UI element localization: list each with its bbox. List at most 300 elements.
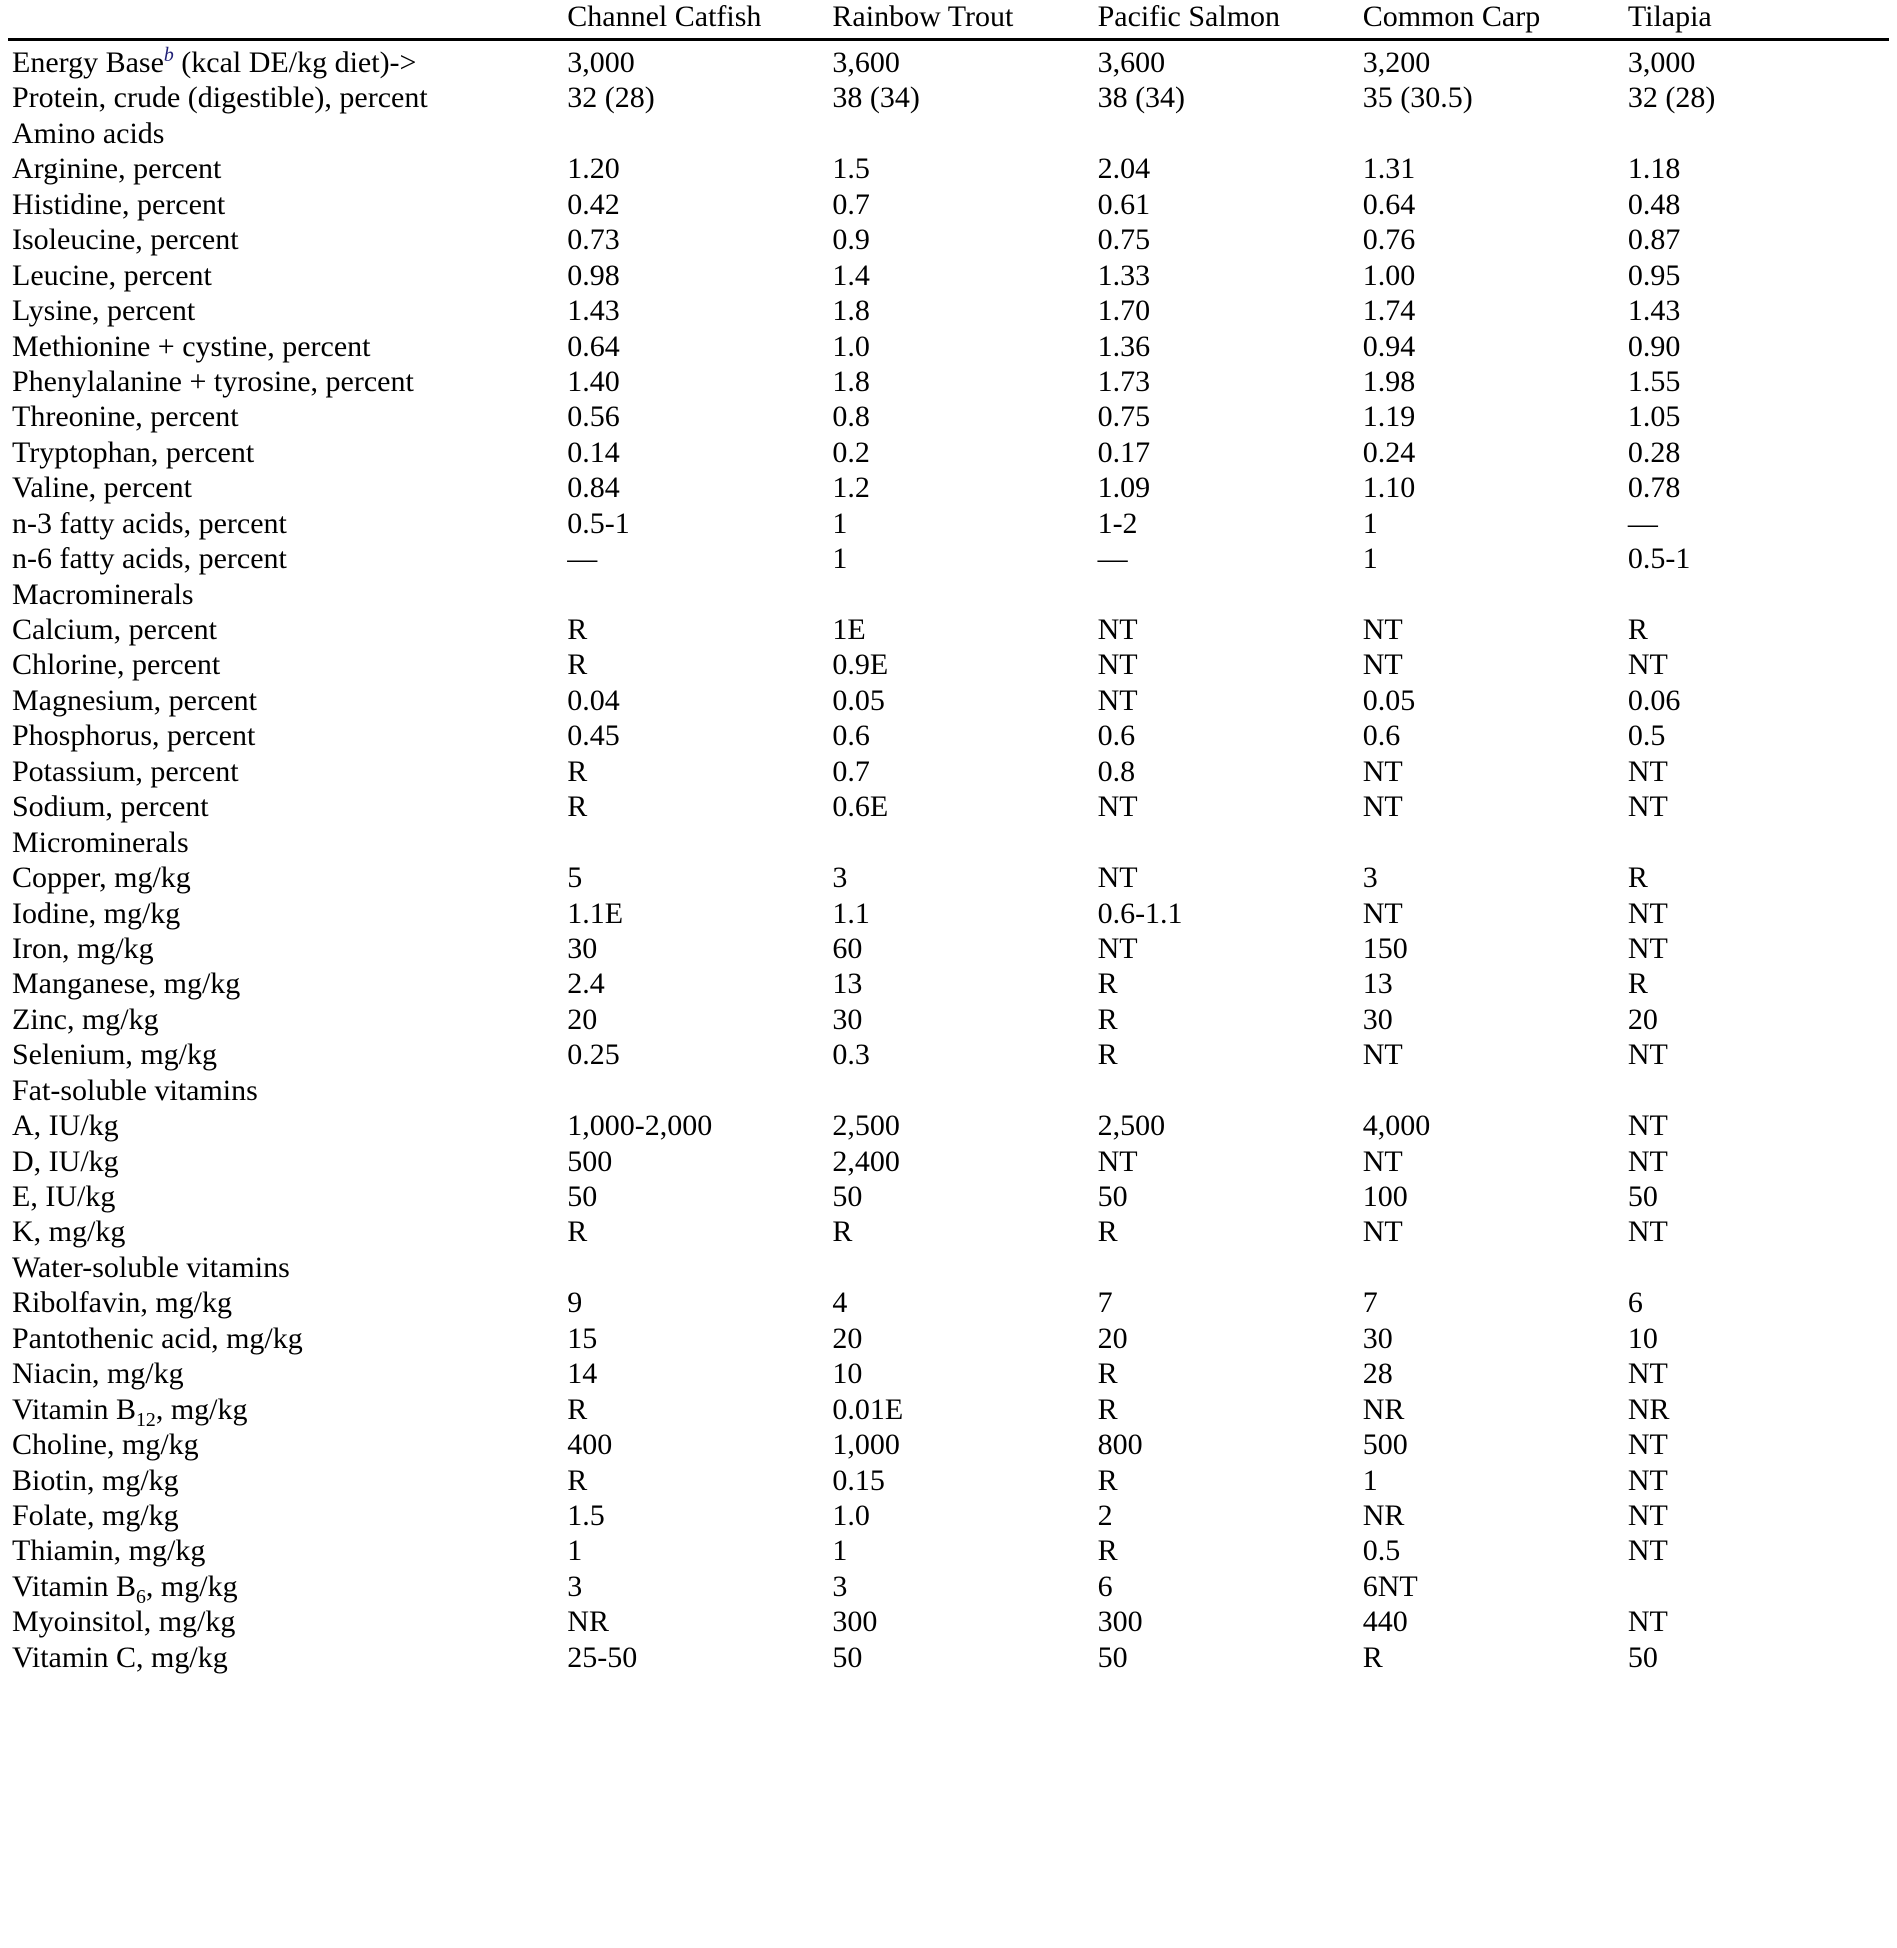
table-cell: 300 — [832, 1605, 878, 1639]
table-cell: 1.0 — [832, 1498, 870, 1532]
row-label-text: Isoleucine, percent — [12, 223, 239, 257]
row-label-text: Zinc, mg/kg — [12, 1002, 159, 1036]
table-cell: 0.3 — [832, 1038, 870, 1072]
table-cell: R — [1097, 1392, 1118, 1426]
row-label — [8, 399, 563, 434]
table-cell — [828, 1250, 1093, 1285]
row-label — [8, 1250, 563, 1285]
table-row — [8, 1108, 1889, 1143]
column-header-pacific-salmon: Pacific Salmon — [1097, 0, 1281, 33]
table-cell: 0.8 — [832, 400, 870, 434]
table-row — [8, 1144, 1889, 1179]
row-label — [8, 1037, 563, 1072]
table-cell: 400 — [567, 1428, 613, 1462]
row-label-text: Magnesium, percent — [12, 683, 257, 717]
subscript-text: 12 — [136, 1408, 156, 1431]
table-row — [8, 1321, 1889, 1356]
table-cell: 30 — [832, 1002, 863, 1036]
table-row — [8, 40, 1889, 81]
row-label — [8, 860, 563, 895]
footnote-marker: b — [163, 44, 174, 66]
table-cell: NT — [1627, 1357, 1668, 1391]
table-cell: 2.04 — [1097, 152, 1151, 186]
row-label — [8, 470, 563, 505]
table-cell — [828, 1073, 1093, 1108]
table-cell: 1.70 — [1097, 294, 1151, 328]
table-cell: 15 — [567, 1321, 598, 1355]
table-cell: 1 — [567, 1534, 583, 1568]
table-cell: R — [567, 790, 588, 824]
table-cell — [1359, 577, 1624, 612]
table-cell: 1.40 — [567, 364, 620, 398]
table-cell: NT — [1627, 648, 1668, 682]
row-label — [8, 1498, 563, 1533]
table-cell: 1.8 — [832, 364, 870, 398]
table-cell: 1.74 — [1362, 294, 1416, 328]
row-label — [8, 1144, 563, 1179]
table-cell: 1 — [832, 1534, 848, 1568]
table-row — [8, 931, 1889, 966]
row-label — [8, 1533, 563, 1568]
table-cell: 2,400 — [832, 1144, 900, 1178]
row-label-text: Selenium, mg/kg — [12, 1038, 217, 1072]
table-row — [8, 151, 1889, 186]
table-cell: 0.14 — [567, 435, 620, 469]
row-label — [8, 718, 563, 753]
row-label-text: Folate, mg/kg — [12, 1498, 179, 1532]
table-cell — [1359, 1073, 1624, 1108]
table-cell: NR — [1362, 1392, 1405, 1426]
table-cell: 500 — [1362, 1428, 1408, 1462]
table-cell — [1094, 1250, 1359, 1285]
table-row — [8, 1569, 1889, 1604]
table-cell: 1,000 — [832, 1428, 900, 1462]
table-cell — [563, 1073, 828, 1108]
table-row — [8, 860, 1889, 895]
row-label-text: E, IU/kg — [12, 1180, 116, 1213]
table-cell: 0.5-1 — [567, 506, 630, 540]
table-cell: 440 — [1362, 1605, 1408, 1639]
table-cell: 60 — [832, 931, 863, 965]
row-label — [8, 683, 563, 718]
row-label — [8, 1321, 563, 1356]
table-cell: 3,600 — [828, 40, 1093, 81]
row-label — [8, 116, 563, 151]
table-cell: 30 — [1362, 1321, 1393, 1355]
table-cell: 50 — [1627, 1180, 1658, 1213]
table-cell: 0.5-1 — [1627, 542, 1691, 576]
table-cell: NT — [1097, 1144, 1138, 1178]
table-cell: 20 — [567, 1002, 598, 1036]
table-row — [8, 1392, 1889, 1427]
table-cell: 0.05 — [1362, 683, 1416, 717]
table-row — [8, 718, 1889, 753]
table-cell: 0.9E — [832, 648, 889, 682]
table-cell — [1624, 825, 1889, 860]
table-cell: NT — [1627, 1144, 1668, 1178]
row-label — [8, 1285, 563, 1320]
row-label-text: n-3 fatty acids, percent — [12, 506, 287, 540]
table-cell: 0.98 — [567, 258, 620, 292]
table-row — [8, 825, 1889, 860]
table-cell: 9 — [567, 1286, 583, 1320]
table-cell: NR — [1627, 1392, 1670, 1426]
table-cell: 0.61 — [1097, 187, 1151, 221]
row-label-text: Chlorine, percent — [12, 648, 221, 682]
row-label — [8, 222, 563, 257]
row-label — [8, 1640, 563, 1675]
row-label-text: Manganese, mg/kg — [12, 967, 241, 1001]
table-cell: 38 (34) — [1097, 81, 1186, 115]
table-cell: NR — [567, 1605, 609, 1639]
table-row — [8, 293, 1889, 328]
row-label-text: Choline, mg/kg — [12, 1428, 199, 1462]
table-cell: 0.6-1.1 — [1097, 896, 1183, 930]
table-cell: NT — [1097, 790, 1138, 824]
table-cell: 0.76 — [1362, 223, 1416, 257]
table-row — [8, 1214, 1889, 1249]
row-label-text: Microminerals — [12, 825, 189, 859]
table-cell: 5 — [567, 861, 583, 895]
table-cell: NT — [1627, 1215, 1668, 1249]
table-row — [8, 1037, 1889, 1072]
table-row — [8, 435, 1889, 470]
row-label — [8, 1073, 563, 1108]
table-cell: R — [567, 613, 588, 646]
table-cell: 3 — [567, 1569, 583, 1603]
column-header-tilapia: Tilapia — [1627, 0, 1712, 33]
table-cell: R — [1627, 613, 1648, 646]
column-header-channel-catfish: Channel Catfish — [567, 0, 762, 33]
table-cell: 1.05 — [1627, 400, 1681, 434]
table-cell: 0.7 — [832, 754, 870, 788]
table-cell: 50 — [1097, 1180, 1128, 1213]
table-cell: 3,000 — [563, 40, 828, 81]
row-label-text: Vitamin C, mg/kg — [12, 1640, 228, 1674]
table-cell: 2,500 — [1097, 1109, 1166, 1143]
table-cell: NT — [1362, 1144, 1403, 1178]
subscript-text: 6 — [136, 1585, 146, 1608]
table-cell: 1.09 — [1097, 471, 1151, 505]
table-cell: 0.15 — [832, 1463, 885, 1497]
table-cell: 500 — [567, 1144, 613, 1178]
row-label-tail: , mg/kg — [155, 1392, 248, 1426]
table-cell: 1.31 — [1362, 152, 1416, 186]
table-cell: 0.75 — [1097, 400, 1151, 434]
row-label — [8, 931, 563, 966]
table-cell: R — [1097, 1357, 1118, 1391]
table-header — [8, 0, 1889, 40]
table-cell — [1624, 577, 1889, 612]
table-cell: 1-2 — [1097, 506, 1138, 540]
row-label-text: Ribolfavin, mg/kg — [12, 1286, 232, 1320]
table-cell: R — [1097, 1463, 1118, 1497]
table-cell: 1.2 — [832, 471, 870, 505]
row-label-text: Vitamin B — [12, 1392, 137, 1426]
table-cell: 0.7 — [832, 187, 870, 221]
row-label — [8, 541, 563, 576]
row-label — [8, 293, 563, 328]
table-cell: NT — [1097, 613, 1138, 646]
table-cell: 150 — [1362, 931, 1408, 965]
table-row — [8, 541, 1889, 576]
row-label — [8, 825, 563, 860]
row-label-text: Tryptophan, percent — [12, 435, 255, 469]
table-cell — [1624, 1250, 1889, 1285]
table-row — [8, 1179, 1889, 1214]
row-label — [8, 1392, 563, 1431]
table-cell: 0.6 — [832, 719, 870, 753]
table-cell: 0.95 — [1627, 258, 1681, 292]
table-cell: 1 — [1362, 1463, 1378, 1497]
table-cell: 0.05 — [832, 683, 885, 717]
table-cell — [1359, 116, 1624, 151]
table-cell: 0.48 — [1627, 187, 1681, 221]
table-cell: 6NT — [1362, 1569, 1418, 1603]
table-cell: 10 — [832, 1357, 863, 1391]
row-label — [8, 258, 563, 293]
table-row — [8, 1250, 1889, 1285]
row-label-text: Water-soluble vitamins — [12, 1250, 290, 1284]
table-cell: 1.0 — [832, 329, 870, 363]
table-cell: 0.94 — [1362, 329, 1416, 363]
table-cell: 0.6 — [1097, 719, 1136, 753]
table-cell: 0.78 — [1627, 471, 1681, 505]
row-label-text: Lysine, percent — [12, 294, 196, 328]
row-label — [8, 40, 563, 81]
table-cell: NT — [1362, 648, 1403, 682]
table-cell: 0.90 — [1627, 329, 1681, 363]
table-row — [8, 1285, 1889, 1320]
table-cell: NT — [1627, 1038, 1668, 1072]
table-cell: 6 — [1627, 1286, 1643, 1320]
table-cell: 1.33 — [1097, 258, 1151, 292]
table-cell: 13 — [1362, 967, 1393, 1001]
table-cell: 0.64 — [1362, 187, 1416, 221]
row-label — [8, 187, 563, 222]
table-cell: R — [1097, 1002, 1118, 1036]
row-label-text: Macrominerals — [12, 577, 194, 611]
table-cell — [1624, 116, 1889, 151]
row-label — [8, 612, 563, 647]
table-cell: 0.25 — [567, 1038, 620, 1072]
table-row — [8, 1640, 1889, 1675]
table-cell: NT — [1627, 1605, 1668, 1639]
table-row — [8, 80, 1889, 115]
table-cell — [1094, 116, 1359, 151]
table-row — [8, 789, 1889, 824]
table-cell: 0.75 — [1097, 223, 1151, 257]
table-row — [8, 1498, 1889, 1533]
table-cell: 1E — [832, 613, 866, 646]
table-row — [8, 506, 1889, 541]
row-label — [8, 1108, 563, 1143]
table-cell — [1359, 1250, 1624, 1285]
table-cell: NT — [1097, 648, 1138, 682]
table-cell: 25-50 — [567, 1640, 638, 1674]
table-cell: NT — [1627, 1109, 1668, 1143]
table-cell: 2.4 — [567, 967, 605, 1001]
table-header-row — [8, 0, 1889, 40]
table-cell: 0.73 — [567, 223, 620, 257]
table-cell: NT — [1627, 754, 1668, 788]
row-label — [8, 329, 563, 364]
table-row — [8, 612, 1889, 647]
table-row — [8, 470, 1889, 505]
table-cell: 3 — [832, 861, 848, 895]
row-label-text: Myoinsitol, mg/kg — [12, 1605, 236, 1639]
table-cell: NT — [1627, 790, 1668, 824]
table-cell: NT — [1362, 1038, 1403, 1072]
row-label-text: Vitamin B — [12, 1569, 137, 1603]
table-row — [8, 1356, 1889, 1391]
table-cell: 0.24 — [1362, 435, 1416, 469]
table-cell — [828, 825, 1093, 860]
table-cell: 1.8 — [832, 294, 870, 328]
table-cell: 0.45 — [567, 719, 620, 753]
table-cell: 1 — [1362, 542, 1378, 576]
table-cell: R — [1362, 1640, 1383, 1674]
row-label-text: Arginine, percent — [12, 152, 222, 186]
table-cell: R — [1627, 967, 1648, 1001]
table-row — [8, 258, 1889, 293]
row-label-text: Calcium, percent — [12, 613, 217, 646]
table-cell: 1.43 — [1627, 294, 1681, 328]
table-cell: 30 — [567, 931, 598, 965]
table-cell — [563, 116, 828, 151]
table-cell: 50 — [1627, 1640, 1658, 1674]
table-cell: — — [1097, 542, 1128, 576]
row-label-text: Sodium, percent — [12, 790, 209, 824]
row-label-text: D, IU/kg — [12, 1144, 119, 1178]
table-row — [8, 647, 1889, 682]
table-cell: R — [832, 1215, 853, 1249]
table-cell: 0.56 — [567, 400, 620, 434]
row-label-text: Copper, mg/kg — [12, 861, 191, 895]
table-row — [8, 187, 1889, 222]
table-row — [8, 1533, 1889, 1568]
table-cell: 0.2 — [832, 435, 870, 469]
column-header-rainbow-trout: Rainbow Trout — [832, 0, 1014, 33]
row-label — [8, 1463, 563, 1498]
row-label — [8, 1214, 563, 1249]
row-label — [8, 754, 563, 789]
table-cell: — — [567, 542, 598, 576]
table-cell — [1094, 577, 1359, 612]
table-cell: NT — [1627, 1428, 1668, 1462]
table-cell: 1.10 — [1362, 471, 1416, 505]
table-row — [8, 329, 1889, 364]
table-cell: NT — [1097, 683, 1138, 717]
table-cell — [563, 577, 828, 612]
table-cell: 0.6E — [832, 790, 889, 824]
table-cell: 0.6 — [1362, 719, 1401, 753]
row-label-text: K, mg/kg — [12, 1215, 126, 1249]
table-cell: 10 — [1627, 1321, 1658, 1355]
row-label — [8, 896, 563, 931]
table-cell: 14 — [567, 1357, 598, 1391]
table-cell: 50 — [567, 1180, 598, 1213]
table-cell: 1.43 — [567, 294, 620, 328]
table-cell: 2 — [1097, 1498, 1113, 1532]
table-cell: 0.17 — [1097, 435, 1151, 469]
row-label — [8, 577, 563, 612]
table-cell: 38 (34) — [832, 81, 920, 115]
table-cell: NT — [1627, 931, 1668, 965]
table-cell: 1.19 — [1362, 400, 1416, 434]
table-row — [8, 577, 1889, 612]
table-cell: 1.20 — [567, 152, 620, 186]
table-row — [8, 364, 1889, 399]
table-row — [8, 1073, 1889, 1108]
row-label-text: Phenylalanine + tyrosine, percent — [12, 364, 414, 398]
table-cell: 1.18 — [1627, 152, 1681, 186]
row-label-text: Biotin, mg/kg — [12, 1463, 179, 1497]
table-cell: 1.5 — [832, 152, 870, 186]
row-label — [8, 506, 563, 541]
row-label-text: Iodine, mg/kg — [12, 896, 181, 930]
table-cell: 1.36 — [1097, 329, 1151, 363]
table-cell — [828, 577, 1093, 612]
row-label-text: Niacin, mg/kg — [12, 1357, 184, 1391]
table-cell: 1,000-2,000 — [567, 1109, 713, 1143]
table-body — [8, 40, 1889, 1676]
table-cell: 0.42 — [567, 187, 620, 221]
table-cell — [1094, 825, 1359, 860]
table-cell: 50 — [1097, 1640, 1128, 1674]
table-cell: NT — [1362, 613, 1403, 646]
table-cell: 0.28 — [1627, 435, 1681, 469]
table-cell: NR — [1362, 1498, 1405, 1532]
table-cell: 4,000 — [1362, 1109, 1431, 1143]
row-label-text: Methionine + cystine, percent — [12, 329, 371, 363]
row-label-text: Phosphorus, percent — [12, 719, 256, 753]
table-cell: 300 — [1097, 1605, 1143, 1639]
column-header-common-carp: Common Carp — [1362, 0, 1541, 33]
row-label-text: Thiamin, mg/kg — [12, 1534, 206, 1568]
table-cell: 0.8 — [1097, 754, 1136, 788]
table-cell: NT — [1627, 1463, 1668, 1497]
row-label-text: Amino acids — [12, 116, 165, 150]
table-cell: 1.5 — [567, 1498, 605, 1532]
table-cell: 1.00 — [1362, 258, 1416, 292]
table-cell: NT — [1627, 1498, 1668, 1532]
table-cell: R — [567, 648, 588, 682]
row-label-text: Iron, mg/kg — [12, 931, 154, 965]
table-cell: 1.1E — [567, 896, 624, 930]
table-cell: 20 — [832, 1321, 863, 1355]
table-cell: NT — [1097, 931, 1138, 965]
table-cell: R — [567, 1463, 588, 1497]
row-label-text: Pantothenic acid, mg/kg — [12, 1321, 303, 1355]
nutrient-requirements-table — [8, 0, 1889, 1675]
table-cell: 50 — [832, 1180, 863, 1213]
table-cell: 0.87 — [1627, 223, 1681, 257]
table-cell — [563, 825, 828, 860]
row-label — [8, 364, 563, 399]
table-row — [8, 222, 1889, 257]
table-cell: 3,200 — [1359, 40, 1624, 81]
table-cell: 30 — [1362, 1002, 1393, 1036]
table-cell: 1.73 — [1097, 364, 1151, 398]
table-cell — [1094, 1073, 1359, 1108]
table-cell: R — [567, 1215, 588, 1249]
table-row — [8, 1604, 1889, 1639]
table-cell: NT — [1362, 754, 1403, 788]
table-cell: R — [1627, 861, 1648, 895]
table-cell: 2,500 — [832, 1109, 900, 1143]
table-cell: 50 — [832, 1640, 863, 1674]
